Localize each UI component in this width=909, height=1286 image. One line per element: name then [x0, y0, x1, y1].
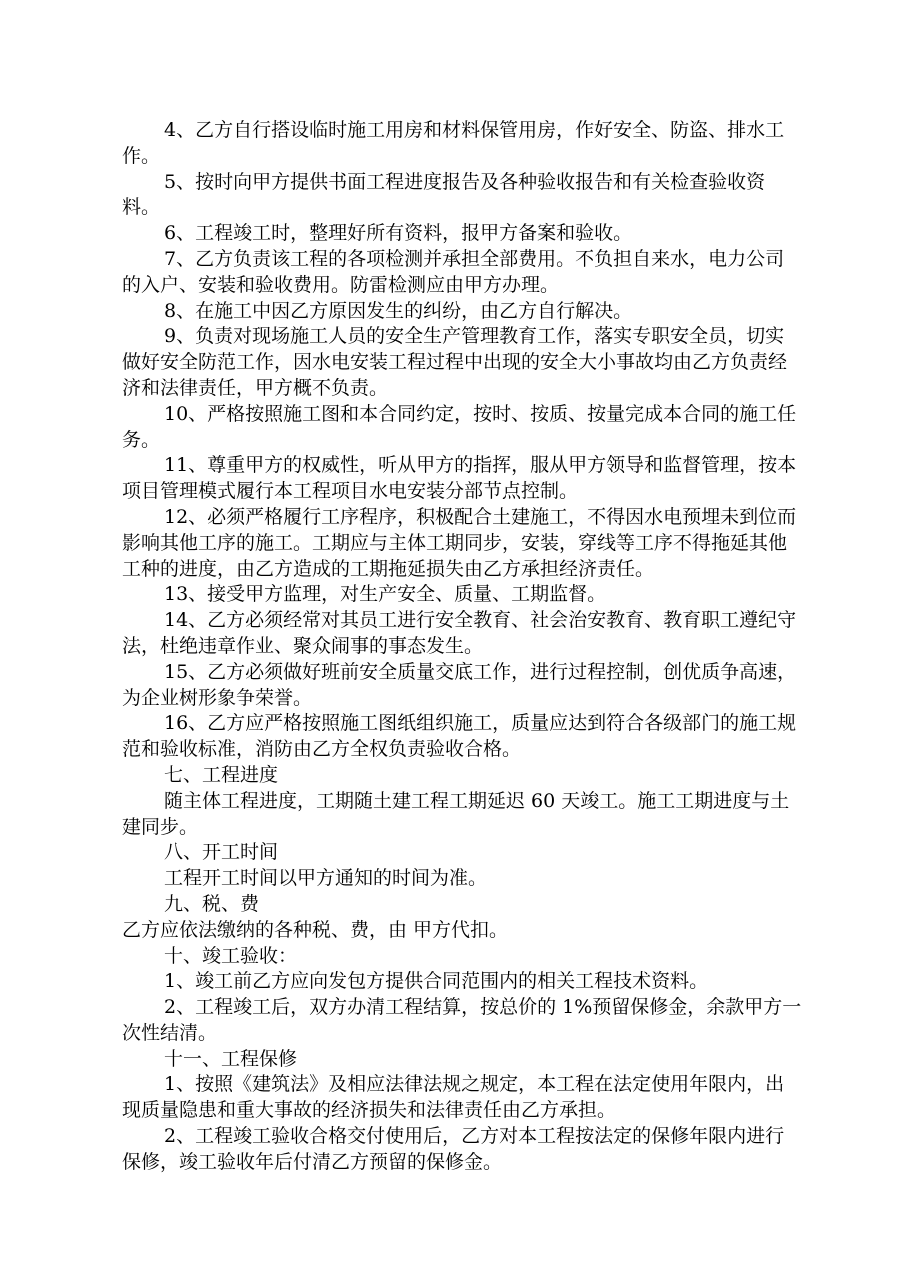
- paragraph: 9、负责对现场施工人员的安全生产管理教育工作，落实专职安全员，切实做好安全防范工作，因水电安装工程过程中出现的安全大小事故均由乙方负责经济和法律责任，甲方概不负责。: [122, 325, 788, 399]
- paragraph: 2、工程竣工后，双方办清工程结算，按总价的 1%预留保修金，余款甲方一次性结清。: [122, 996, 802, 1044]
- section-heading: 十一、工程保修: [164, 1047, 298, 1070]
- paragraph: 1、竣工前乙方应向发包方提供合同范围内的相关工程技术资料。: [164, 970, 709, 993]
- paragraph: 11、尊重甲方的权威性，听从甲方的指挥，服从甲方领导和监督管理，按本项目管理模式履行本工程项目水电安装分部节点控制。: [122, 454, 797, 503]
- paragraph: 乙方应依法缴纳的各种税、费，由 甲方代扣。: [122, 918, 509, 941]
- paragraph: 10、严格按照施工图和本合同约定，按时、按质、按量完成本合同的施工任务。: [122, 402, 797, 451]
- section-heading: 九、税、费: [164, 892, 260, 915]
- paragraph: 5、按时向甲方提供书面工程进度报告及各种验收报告和有关检查验收资料。: [122, 170, 766, 219]
- paragraph: 6、工程竣工时，整理好所有资料，报甲方备案和验收。: [164, 222, 633, 245]
- paragraph: 1、按照《建筑法》及相应法律法规之规定，本工程在法定使用年限内，出现质量隐患和重大事故的经济损失和法律责任由乙方承担。: [122, 1073, 785, 1122]
- section-heading: 七、工程进度: [164, 763, 279, 786]
- paragraph: 12、必须严格履行工序程序，积极配合土建施工，不得因水电预埋未到位而影响其他工序的施工。工期应与主体工期同步，安装，穿线等工序不得拖延其他工种的进度，由乙方造成的工期拖延损失由乙方承担经济责任。: [122, 505, 797, 580]
- section-heading: 八、开工时间: [164, 841, 279, 864]
- section-heading: 十、竣工验收：: [164, 944, 298, 967]
- paragraph: 7、乙方负责该工程的各项检测并承担全部费用。不负担自来水，电力公司的入户、安装和验收费用。防雷检测应由甲方办理。: [122, 247, 785, 296]
- paragraph: 工程开工时间以甲方通知的时间为准。: [164, 867, 488, 890]
- paragraph: 14、乙方必须经常对其员工进行安全教育、社会治安教育、教育职工遵纪守法，杜绝违章作业、聚众闹事的事态发生。: [122, 609, 797, 657]
- paragraph: 16、乙方应严格按照施工图纸组织施工，质量应达到符合各级部门的施工规范和验收标准，消防由乙方全权负责验收合格。: [122, 712, 797, 761]
- paragraph: 2、工程竣工验收合格交付使用后，乙方对本工程按法定的保修年限内进行保修，竣工验收年后付清乙方预留的保修金。: [122, 1125, 785, 1173]
- paragraph: 13、接受甲方监理，对生产安全、质量、工期监督。: [164, 583, 607, 606]
- paragraph: 4、乙方自行搭设临时施工用房和材料保管用房，作好安全、防盗、排水工作。: [122, 119, 785, 167]
- paragraph: 8、在施工中因乙方原因发生的纠纷，由乙方自行解决。: [164, 299, 633, 322]
- paragraph: 随主体工程进度，工期随土建工程工期延迟 60 天竣工。施工工期进度与土建同步。: [122, 789, 790, 838]
- document-body: [122, 118, 802, 1176]
- paragraph: 15、乙方必须做好班前安全质量交底工作，进行过程控制，创优质争高速，为企业树形象争荣誉。: [122, 660, 797, 709]
